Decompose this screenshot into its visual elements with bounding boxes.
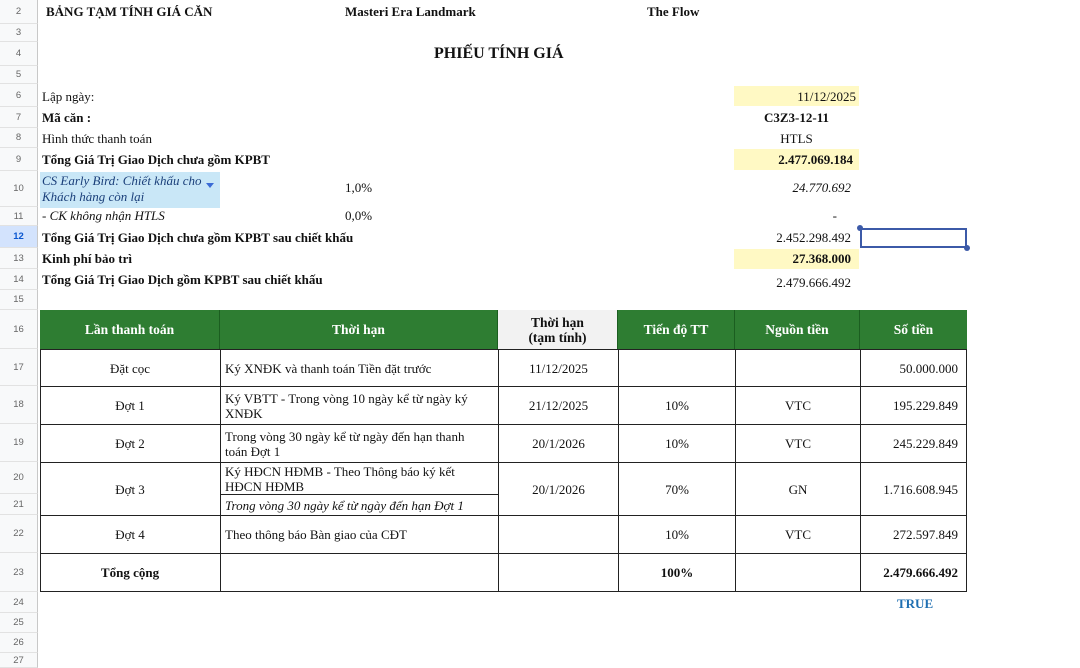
row-number: 25: [13, 617, 24, 628]
row-phase2-term[interactable]: Trong vòng 30 ngày kể từ ngày đến hạn thanh toán Đợt 1: [225, 428, 465, 459]
row-number: 8: [15, 132, 22, 143]
row-phase3-source[interactable]: GN: [788, 481, 808, 497]
ck-no-htls-amount[interactable]: -: [832, 208, 837, 223]
total-row-label[interactable]: Tổng cộng: [100, 565, 160, 580]
total-value[interactable]: 2.477.069.184: [778, 152, 853, 167]
row-header-3[interactable]: [0, 24, 38, 42]
row-number: 19: [13, 437, 24, 448]
payment-method-label: Hình thức thanh toán: [42, 131, 152, 146]
row-number: 3: [15, 27, 22, 38]
row-number: 17: [13, 361, 24, 373]
col-header-source[interactable]: Nguồn tiền: [735, 310, 860, 349]
row-number: 27: [13, 654, 24, 666]
grand-total-label: Tổng Giá Trị Giao Dịch gồm KPBT sau chiết khấu: [42, 272, 323, 287]
row-phase2-amount[interactable]: 245.229.849: [893, 436, 958, 451]
maintenance-fee-value[interactable]: 27.368.000: [792, 251, 851, 266]
row-deposit-amount[interactable]: 50.000.000: [899, 360, 958, 376]
row-header-18[interactable]: [0, 386, 38, 424]
row-number: 7: [15, 111, 22, 123]
early-bird-text: CS Early Bird: Chiết khấu cho Khách hàng còn lại: [42, 173, 202, 204]
row-deposit-name[interactable]: Đặt cọc: [109, 360, 151, 376]
early-bird-percent[interactable]: 1,0%: [345, 180, 373, 195]
row-phase4-amount[interactable]: 272.597.849: [893, 527, 958, 542]
dropdown-arrow-icon[interactable]: [206, 183, 214, 188]
row-header-27[interactable]: [0, 653, 38, 668]
row-number: 6: [15, 89, 22, 101]
row-header-10[interactable]: [0, 171, 38, 207]
row-header-17[interactable]: [0, 349, 38, 386]
row-number: 4: [15, 48, 22, 59]
row-number: 23: [13, 566, 24, 578]
row-number: 20: [13, 472, 24, 483]
row-header-21[interactable]: [0, 494, 38, 515]
row-number: 2: [15, 6, 22, 17]
grid-line: [966, 349, 967, 592]
total-row-amount[interactable]: 2.479.666.492: [883, 565, 958, 580]
row-phase2-source[interactable]: VTC: [785, 436, 811, 451]
selected-cell[interactable]: [860, 228, 967, 248]
row-header-25[interactable]: [0, 613, 38, 633]
row-number: 13: [13, 252, 24, 264]
row-header-6[interactable]: [0, 84, 38, 107]
row-deposit-term[interactable]: Ký XNĐK và thanh toán Tiền đặt trước: [225, 360, 432, 376]
date-label: Lập ngày:: [42, 89, 95, 104]
row-phase1-progress[interactable]: 10%: [665, 398, 689, 413]
row-number: 12: [13, 231, 24, 242]
payment-method-value[interactable]: HTLS: [780, 131, 813, 146]
date-value[interactable]: 11/12/2025: [797, 89, 856, 104]
row-phase3-progress[interactable]: 70%: [665, 481, 689, 497]
row-header-13[interactable]: [0, 248, 38, 269]
row-phase1-name[interactable]: Đợt 1: [115, 398, 145, 413]
row-header-23[interactable]: [0, 553, 38, 592]
row-header-8[interactable]: [0, 128, 38, 148]
page-title: PHIẾU TÍNH GIÁ: [434, 45, 564, 62]
ck-no-htls-percent[interactable]: 0,0%: [345, 208, 373, 223]
row-phase1-amount[interactable]: 195.229.849: [893, 398, 958, 413]
row-header-19[interactable]: [0, 424, 38, 462]
row-deposit-source[interactable]: [736, 350, 860, 386]
row-header-26[interactable]: [0, 633, 38, 653]
row-phase2-name[interactable]: Đợt 2: [115, 436, 145, 451]
early-bird-dropdown[interactable]: [40, 172, 220, 208]
row-phase4-date[interactable]: [499, 516, 618, 553]
row-phase1-term[interactable]: Ký VBTT - Trong vòng 10 ngày kể từ ngày ký XNĐK: [225, 390, 468, 421]
row-phase3-name[interactable]: Đợt 3: [115, 481, 145, 497]
row-header-9[interactable]: [0, 148, 38, 171]
tower-name: The Flow: [647, 4, 700, 19]
after-discount-label: Tổng Giá Trị Giao Dịch chưa gồm KPBT sau chiết khấu: [42, 230, 354, 245]
row-header-15[interactable]: [0, 290, 38, 310]
grid-line: [40, 591, 967, 592]
row-phase4-progress[interactable]: 10%: [665, 527, 689, 542]
unit-code-label: Mã căn :: [42, 110, 92, 125]
total-value-label: Tổng Giá Trị Giao Dịch chưa gồm KPBT: [42, 152, 270, 167]
total-row-progress[interactable]: 100%: [660, 565, 694, 580]
row-number: 15: [13, 294, 24, 305]
row-number: 24: [13, 596, 24, 608]
row-phase4-term[interactable]: Theo thông báo Bàn giao của CĐT: [225, 527, 407, 542]
row-number: 18: [13, 399, 24, 410]
row-header-4[interactable]: [0, 42, 38, 66]
selection-handle-top[interactable]: [857, 225, 863, 231]
row-header-2[interactable]: [0, 0, 38, 24]
early-bird-label: [42, 173, 202, 205]
row-header-16[interactable]: [0, 310, 38, 349]
grand-total-value[interactable]: 2.479.666.492: [776, 275, 851, 290]
unit-code-value[interactable]: C3Z3-12-11: [764, 110, 829, 125]
row-phase1-date[interactable]: 21/12/2025: [528, 398, 589, 413]
row-header-22[interactable]: [0, 515, 38, 553]
after-discount-value[interactable]: 2.452.298.492: [776, 230, 851, 245]
row-number: 9: [15, 153, 22, 165]
row-header-5[interactable]: [0, 66, 38, 84]
row-number: 5: [15, 69, 22, 80]
row-deposit-progress[interactable]: [619, 350, 735, 386]
ck-no-htls-label: - CK không nhận HTLS: [42, 208, 165, 223]
row-phase2-progress[interactable]: 10%: [665, 436, 689, 451]
check-result[interactable]: TRUE: [897, 596, 934, 611]
row-phase3-date[interactable]: 20/1/2026: [532, 481, 585, 497]
project-name: Masteri Era Landmark: [345, 4, 476, 19]
row-header-7[interactable]: [0, 107, 38, 128]
col-header-term[interactable]: Thời hạn: [220, 310, 498, 349]
row-number: 26: [13, 637, 24, 648]
row-phase4-source[interactable]: VTC: [785, 527, 811, 542]
col-header-progress[interactable]: Tiến độ TT: [618, 310, 735, 349]
row-phase4-name[interactable]: Đợt 4: [115, 527, 145, 542]
row-phase3-amount[interactable]: 1.716.608.945: [883, 481, 958, 497]
col-header-due-date[interactable]: Thời hạn (tạm tính): [498, 310, 618, 349]
selection-handle-bottom[interactable]: [964, 245, 970, 251]
col-header-installment[interactable]: Lần thanh toán: [40, 310, 220, 349]
row-number: 21: [13, 498, 24, 510]
row-number: 14: [13, 273, 24, 285]
row-number: 16: [13, 323, 24, 335]
row-phase1-source[interactable]: VTC: [785, 398, 811, 413]
col-header-amount[interactable]: Số tiền: [860, 310, 967, 349]
row-phase3-term[interactable]: Ký HĐCN HĐMB - Theo Thông báo ký kết HĐCN HĐMB: [225, 463, 455, 494]
row-number: 22: [13, 528, 24, 539]
row-phase2-date[interactable]: 20/1/2026: [532, 436, 585, 451]
payment-schedule-table: [40, 310, 967, 592]
row-number: 11: [13, 210, 24, 222]
row-number: 10: [13, 183, 24, 194]
row-header-14[interactable]: [0, 269, 38, 290]
row-header-20[interactable]: [0, 462, 38, 494]
row-header-12[interactable]: [0, 226, 38, 248]
row-deposit-date[interactable]: 11/12/2025: [529, 360, 588, 376]
sheet-title: BẢNG TẠM TÍNH GIÁ CĂN: [46, 4, 213, 19]
row-header-24[interactable]: [0, 592, 38, 613]
row-phase3-term-alt[interactable]: Trong vòng 30 ngày kể từ ngày đến hạn Đợt 1: [225, 497, 464, 513]
maintenance-fee-label: Kinh phí bảo trì: [42, 251, 132, 266]
early-bird-amount[interactable]: 24.770.692: [792, 180, 851, 195]
row-header-11[interactable]: [0, 207, 38, 226]
